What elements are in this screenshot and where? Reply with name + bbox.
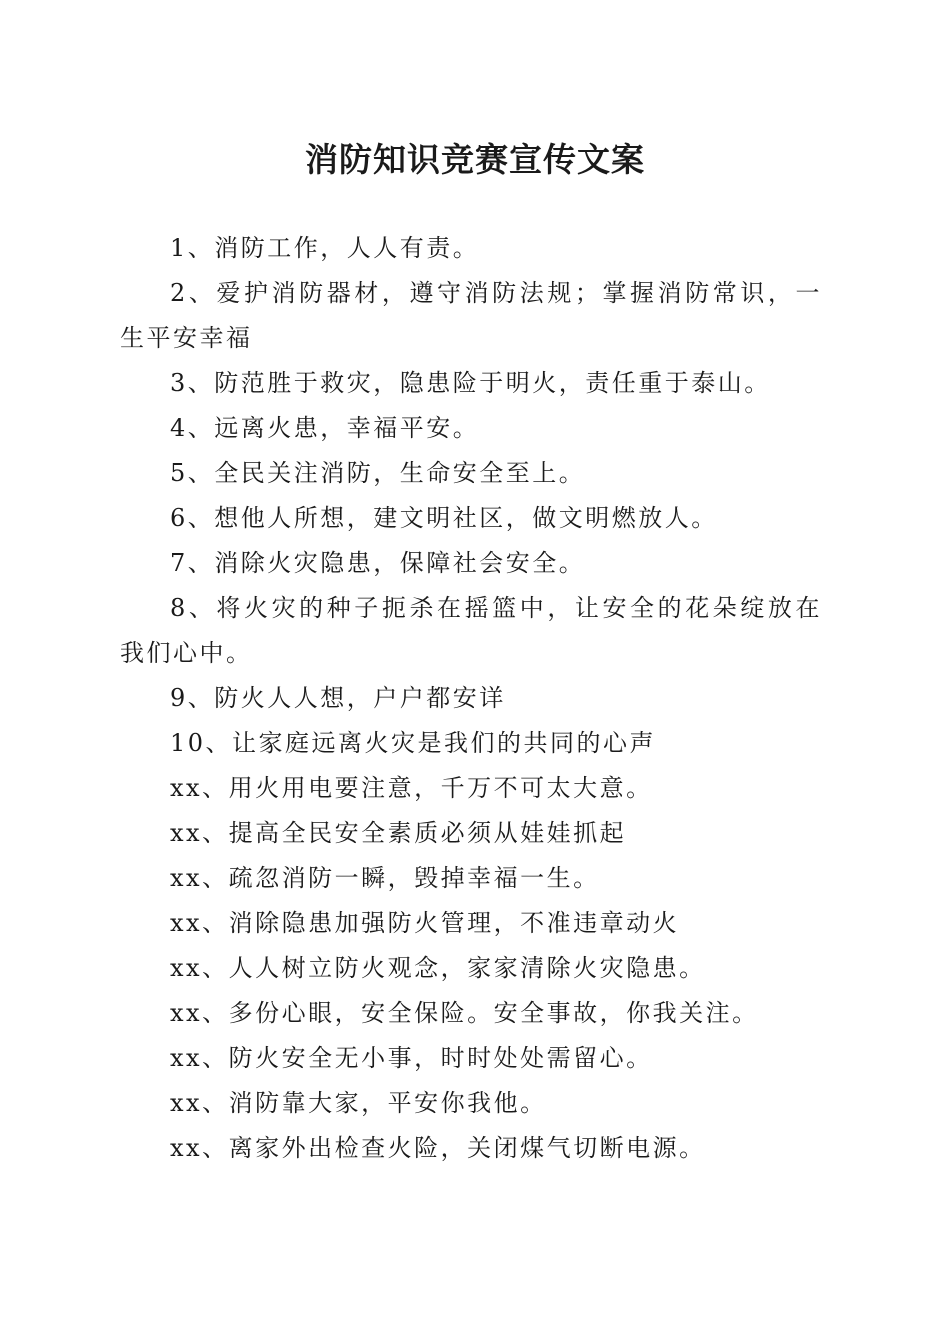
paragraph: xx、提高全民安全素质必须从娃娃抓起	[170, 819, 627, 847]
paragraph: 7、消除火灾隐患，保障社会安全。	[170, 549, 586, 577]
paragraph: xx、疏忽消防一瞬，毁掉幸福一生。	[170, 864, 600, 892]
paragraph: 3、防范胜于救灾，隐患险于明火，责任重于泰山。	[170, 369, 771, 397]
paragraph: xx、消防靠大家，平安你我他。	[170, 1089, 547, 1117]
paragraph: 4、远离火患，幸福平安。	[170, 414, 480, 442]
paragraph: xx、用火用电要注意，千万不可太大意。	[170, 774, 653, 802]
document-body	[120, 226, 822, 1171]
paragraph: xx、人人树立防火观念，家家清除火灾隐患。	[170, 954, 706, 982]
paragraph: 9、防火人人想，户户都安详	[170, 684, 506, 712]
paragraph: 10、让家庭远离火灾是我们的共同的心声	[170, 729, 657, 757]
paragraph: 6、想他人所想，建文明社区，做文明燃放人。	[170, 504, 718, 532]
document-title: 消防知识竞赛宣传文案	[305, 140, 645, 179]
paragraph: xx、防火安全无小事，时时处处需留心。	[170, 1044, 653, 1072]
paragraph: xx、离家外出检查火险，关闭煤气切断电源。	[170, 1134, 706, 1162]
paragraph: xx、消除隐患加强防火管理，不准违章动火	[170, 909, 680, 937]
paragraph: 2、爱护消防器材，遵守消防法规；掌握消防常识，一生平安幸福	[120, 279, 822, 352]
paragraph: 5、全民关注消防，生命安全至上。	[170, 459, 586, 487]
paragraph: 1、消防工作，人人有责。	[170, 234, 480, 262]
paragraph: xx、多份心眼，安全保险。安全事故，你我关注。	[170, 999, 759, 1027]
paragraph: 8、将火灾的种子扼杀在摇篮中，让安全的花朵绽放在我们心中。	[120, 594, 822, 667]
